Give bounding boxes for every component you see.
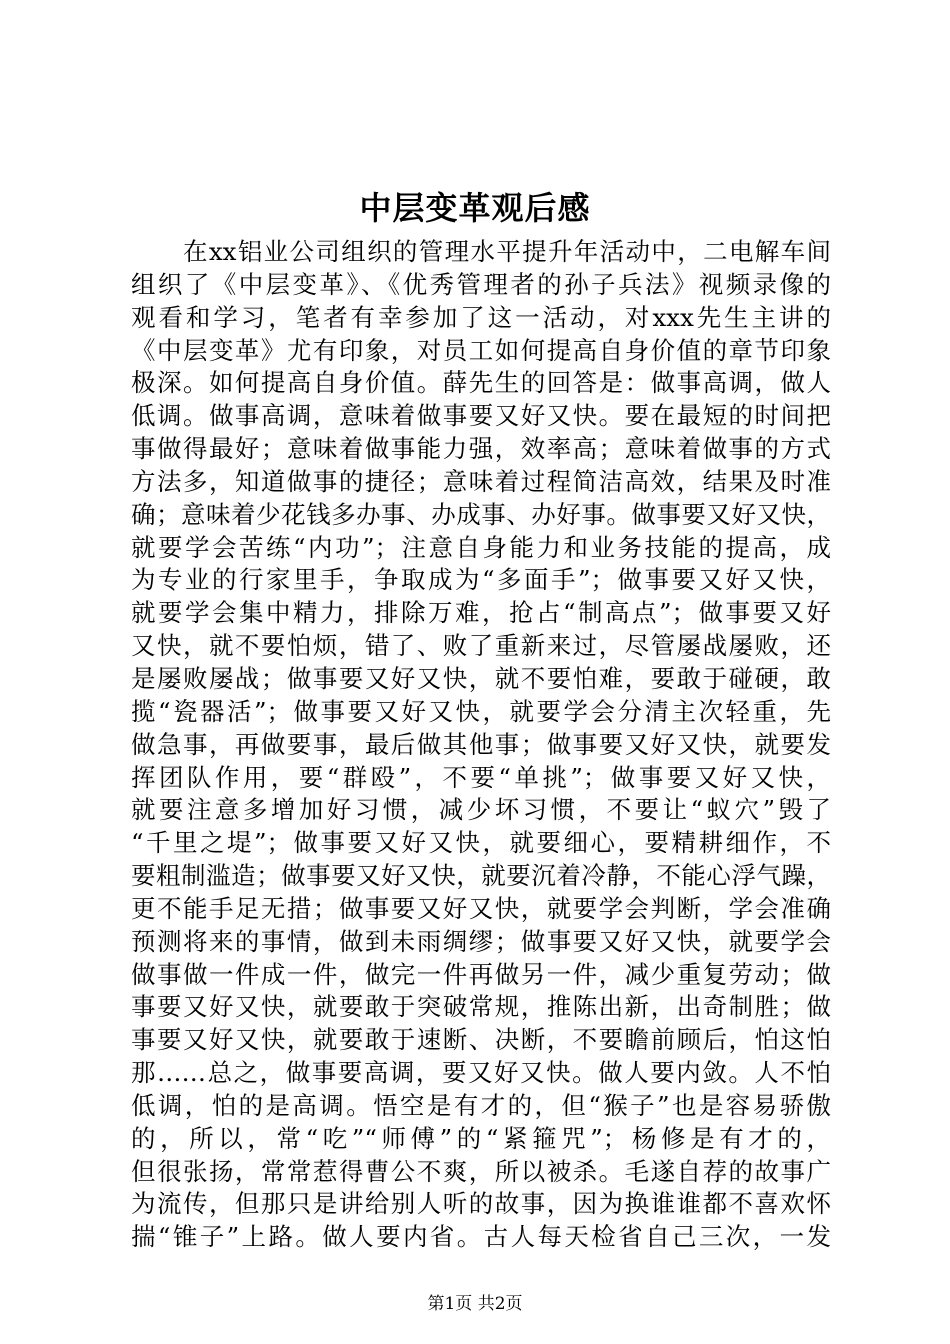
text-line: 为专业的行家里手，争取成为“多面手”；做事要又好又快，	[131, 565, 831, 595]
text-line: 预测将来的事情，做到未雨绸缪；做事要又好又快，就要学会	[131, 926, 831, 956]
text-line: 但很张扬，常常惹得曹公不爽，所以被杀。毛遂自荐的故事广	[131, 1156, 831, 1186]
text-line: 就要学会集中精力，排除万难，抢占“制高点”；做事要又好	[131, 598, 831, 628]
text-line: 事要又好又快，就要敢于速断、决断，不要瞻前顾后，怕这怕	[131, 1025, 831, 1055]
text-line: 方法多，知道做事的捷径；意味着过程简洁高效，结果及时准	[131, 466, 831, 496]
text-line: 的，所以，常“吃”“师傅”的“紧箍咒”；杨修是有才的，	[131, 1123, 831, 1153]
text-line: 《中层变革》尤有印象，对员工如何提高自身价值的章节印象	[131, 335, 831, 365]
text-line: 极深。如何提高自身价值。薛先生的回答是：做事高调，做人	[131, 368, 831, 398]
text-line: 要粗制滥造；做事要又好又快，就要沉着冷静，不能心浮气躁，	[131, 861, 831, 891]
text-line: 做急事，再做要事，最后做其他事；做事要又好又快，就要发	[131, 729, 831, 759]
text-line: 就要注意多增加好习惯，减少坏习惯，不要让“蚁穴”毁了	[131, 795, 831, 825]
text-line: 那……总之，做事要高调，要又好又快。做人要内敛。人不怕	[131, 1058, 831, 1088]
text-line: 低调，怕的是高调。悟空是有才的，但“猴子”也是容易骄傲	[131, 1090, 831, 1120]
document-title: 中层变革观后感	[359, 189, 591, 227]
page-footer: 第1页 共2页	[427, 1294, 523, 1314]
text-line: 又快，就不要怕烦，错了、败了重新来过，尽管屡战屡败，还	[131, 631, 831, 661]
text-line: 做事做一件成一件，做完一件再做另一件，减少重复劳动；做	[131, 959, 831, 989]
text-line: 低调。做事高调，意味着做事要又好又快。要在最短的时间把	[131, 401, 831, 431]
text-line: 就要学会苦练“内功”；注意自身能力和业务技能的提高，成	[131, 532, 831, 562]
text-line: 观看和学习，笔者有幸参加了这一活动，对xxx先生主讲的	[131, 302, 831, 332]
text-line: 挥团队作用，要“群殴”，不要“单挑”；做事要又好又快，	[131, 762, 831, 792]
text-line: 揣“锥子”上路。做人要内省。古人每天检省自己三次，一发	[131, 1222, 831, 1252]
text-line: 在xx铝业公司组织的管理水平提升年活动中，二电解车间	[183, 237, 831, 266]
text-line: 事要又好又快，就要敢于突破常规，推陈出新，出奇制胜；做	[131, 992, 831, 1022]
text-line: 为流传，但那只是讲给别人听的故事，因为换谁谁都不喜欢怀	[131, 1189, 831, 1219]
text-line: 组织了《中层变革》、《优秀管理者的孙子兵法》视频录像的	[131, 269, 831, 299]
text-line: 事做得最好；意味着做事能力强，效率高；意味着做事的方式	[131, 434, 831, 464]
text-line: “千里之堤”；做事要又好又快，就要细心，要精耕细作，不	[131, 828, 831, 858]
text-line: 是屡败屡战；做事要又好又快，就不要怕难，要敢于碰硬，敢	[131, 663, 831, 693]
text-line: 揽“瓷器活”；做事要又好又快，就要学会分清主次轻重，先	[131, 696, 831, 726]
text-line: 确；意味着少花钱多办事、办成事、办好事。做事要又好又快，	[131, 499, 831, 529]
body-paragraph	[131, 236, 831, 1254]
text-line: 更不能手足无措；做事要又好又快，就要学会判断，学会准确	[131, 893, 831, 923]
